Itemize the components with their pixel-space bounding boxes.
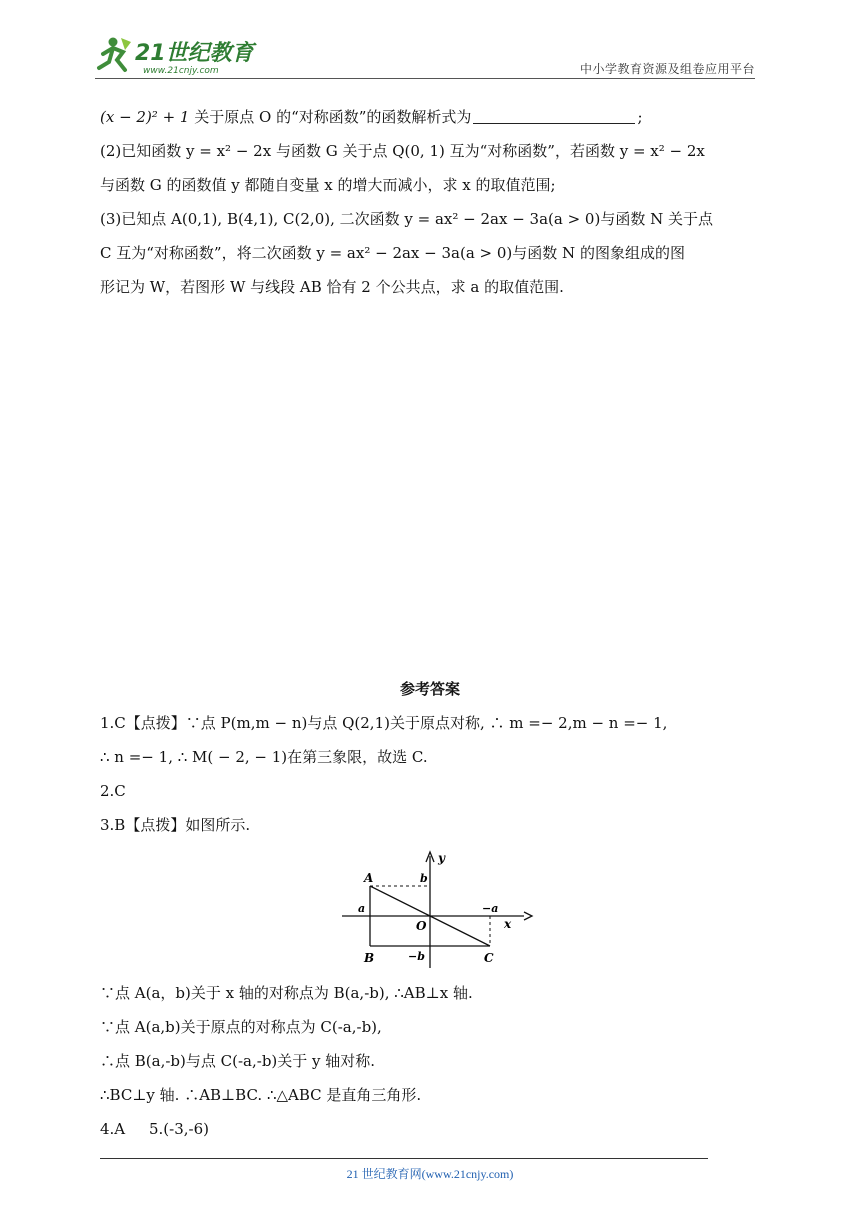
answers-title: 参考答案 — [399, 680, 460, 698]
problem-line-1: (x − 2)² + 1 关于原点 O 的“对称函数”的函数解析式为 ; — [100, 108, 643, 126]
reason-line-1: ∵点 A(a，b)关于 x 轴的对称点为 B(a,-b), ∴AB⊥x 轴. — [100, 984, 473, 1002]
page-header — [95, 30, 755, 78]
label-y: y — [438, 851, 445, 865]
footer-link[interactable]: 21 世纪教育网(www.21cnjy.com) — [346, 1167, 514, 1181]
answer-1-line-1: 1.C【点拨】∵点 P(m,m − n)与点 Q(2,1)关于原点对称, ∴ m =− 2,m − n =− 1, — [100, 714, 668, 732]
problem-line-6: 形记为 W，若图形 W 与线段 AB 恰有 2 个公共点，求 a 的取值范围. — [100, 278, 564, 296]
problem-line-5: C 互为“对称函数”，将二次函数 y = ax² − 2ax − 3a(a > 0)与函数 N 的图象组成的图 — [100, 244, 685, 262]
svg-text:www.21cnjy.com: www.21cnjy.com — [143, 66, 219, 76]
header-rule — [95, 78, 755, 79]
problem-line-4: (3)已知点 A(0,1), B(4,1), C(2,0), 二次函数 y = ax² − 2ax − 3a(a > 0)与函数 N 关于点 — [100, 210, 713, 228]
problem-text — [100, 100, 760, 304]
label-neg-a: −a — [482, 902, 499, 915]
label-a: a — [358, 902, 366, 915]
answer-4-5: 4.A 5.(-3,-6) — [100, 1120, 209, 1138]
footer-rule — [100, 1158, 708, 1159]
label-O: O — [416, 919, 427, 933]
expr-x-minus-2-squared: (x − 2)² + 1 — [100, 108, 190, 126]
reason-line-2: ∵点 A(a,b)关于原点的对称点为 C(-a,-b), — [100, 1018, 382, 1036]
svg-text:21世纪教育: 21世纪教育 — [135, 41, 254, 66]
answer-2: 2.C — [100, 782, 126, 800]
runner-icon — [99, 38, 131, 71]
label-A: A — [364, 871, 374, 885]
label-neg-b: −b — [408, 950, 425, 963]
coordinate-figure — [342, 848, 534, 970]
label-b: b — [420, 872, 428, 885]
answer-3-reasoning — [100, 976, 760, 1146]
x-axis-arrow-icon — [524, 912, 532, 920]
reason-line-3: ∴点 B(a,-b)与点 C(-a,-b)关于 y 轴对称. — [100, 1052, 376, 1070]
problem-line-3: 与函数 G 的函数值 y 都随自变量 x 的增大而减小，求 x 的取值范围; — [100, 176, 556, 194]
answer-3: 3.B【点拨】如图所示. — [100, 816, 251, 834]
answer-section — [100, 672, 760, 842]
problem-line-2: (2)已知函数 y = x² − 2x 与函数 G 关于点 Q(0, 1) 互为“对称函数”，若函数 y = x² − 2x — [100, 142, 705, 160]
label-B: B — [364, 951, 375, 965]
label-x: x — [504, 917, 512, 931]
reason-line-4: ∴BC⊥y 轴. ∴AB⊥BC. ∴△ABC 是直角三角形. — [100, 1086, 422, 1104]
platform-label: 中小学教育资源及组卷应用平台 — [579, 62, 755, 76]
site-logo — [95, 34, 265, 76]
answer-blank[interactable] — [473, 107, 635, 124]
answer-1-line-2: ∴ n =− 1, ∴ M( − 2, − 1)在第三象限，故选 C. — [100, 748, 428, 766]
label-C: C — [484, 951, 494, 965]
